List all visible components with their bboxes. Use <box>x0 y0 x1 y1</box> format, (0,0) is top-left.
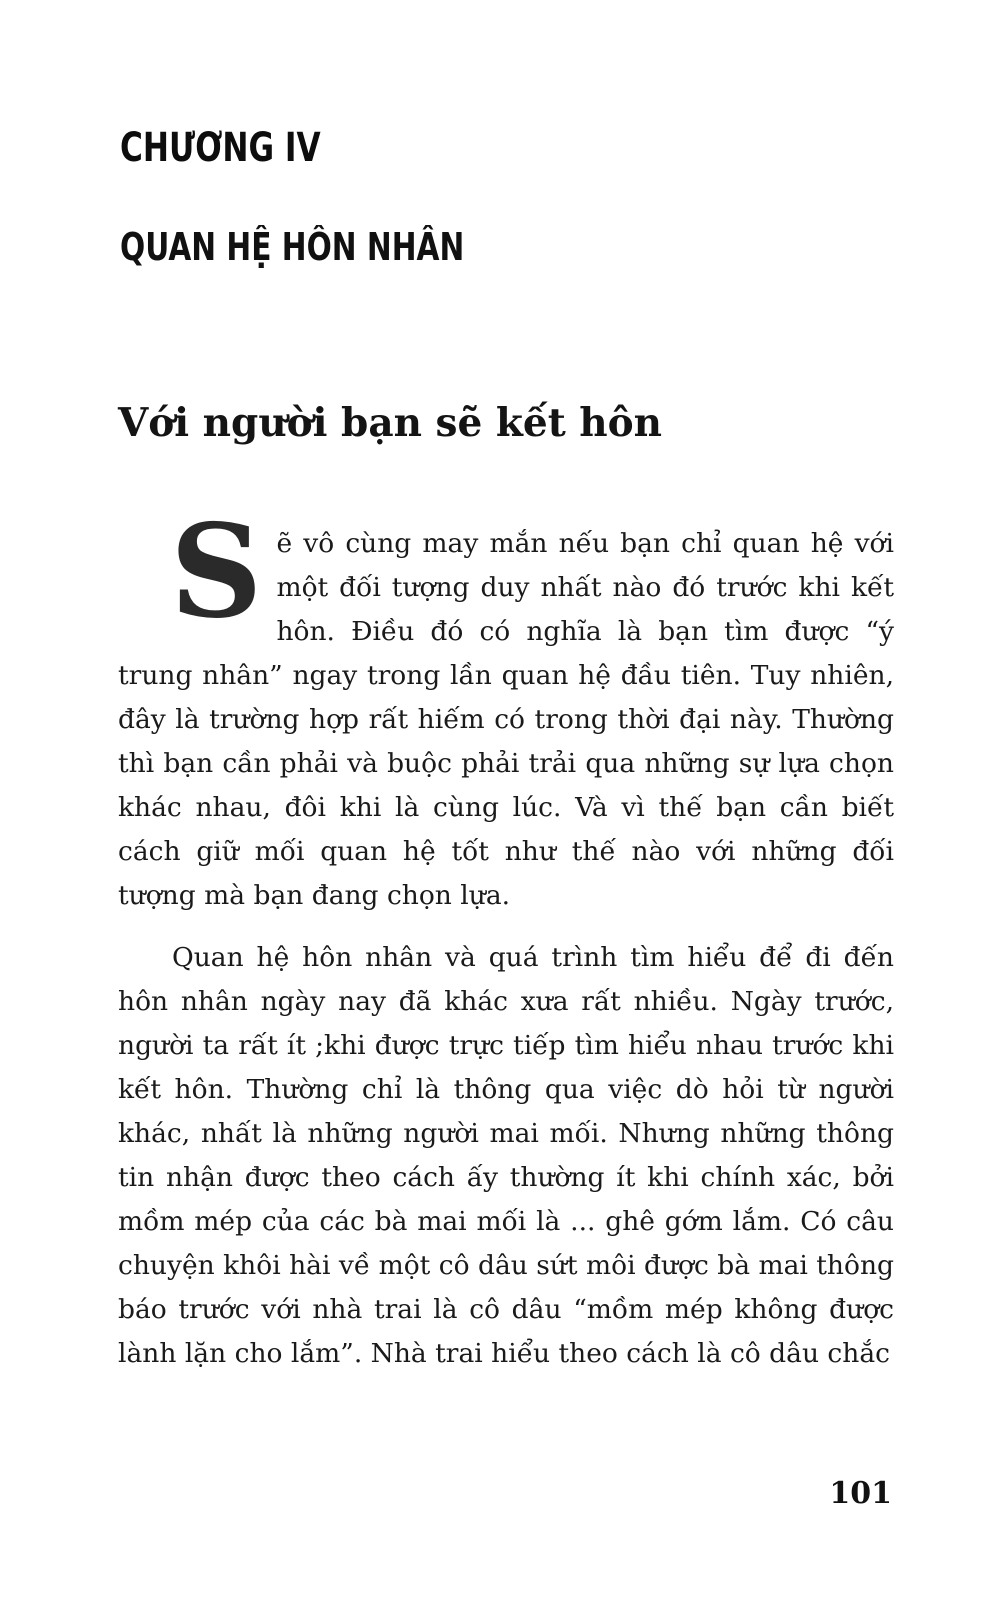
chapter-label: CHƯƠNG IV <box>120 125 321 171</box>
body-text <box>118 497 894 1376</box>
paragraph-1-text: ẽ vô cùng may mắn nếu bạn chỉ quan hệ với một đối tượng duy nhất nào đó trước khi kết hôn. Điều đó có nghĩa là bạn tìm được “ý trung nhân” ngay trong lần quan hệ đầu tiên. Tuy nhiên, đây là trường hợp rất hiếm có trong thời đại này. Thường thì bạn cần phải và buộc phải trải qua những sự lựa chọn khác nhau, đôi khi là cùng lúc. Và vì thế bạn cần biết cách giữ mối quan hệ tốt như thế nào với những đối tượng mà bạn đang chọn lựa. <box>118 528 894 911</box>
paragraph-1 <box>118 497 894 918</box>
page-number: 101 <box>829 1476 892 1511</box>
section-title: Với người bạn sẽ kết hôn <box>118 400 663 446</box>
drop-cap: S <box>170 497 263 647</box>
paragraph-2: Quan hệ hôn nhân và quá trình tìm hiểu để đi đến hôn nhân ngày nay đã khác xưa rất nhiều. Ngày trước, người ta rất ít ;khi được trực tiếp tìm hiểu nhau trước khi kết hôn. Thường chỉ là thông qua việc dò hỏi từ người khác, nhất là những người mai mối. Nhưng những thông tin nhận được theo cách ấy thường ít khi chính xác, bởi mồm mép của các bà mai mối là ... ghê gớm lắm. Có câu chuyện khôi hài về một cô dâu sứt môi được bà mai thông báo trước với nhà trai là cô dâu “mồm mép không được lành lặn cho lắm”. Nhà trai hiểu theo cách là cô dâu chắc <box>118 942 894 1369</box>
chapter-title: QUAN HỆ HÔN NHÂN <box>120 225 465 269</box>
